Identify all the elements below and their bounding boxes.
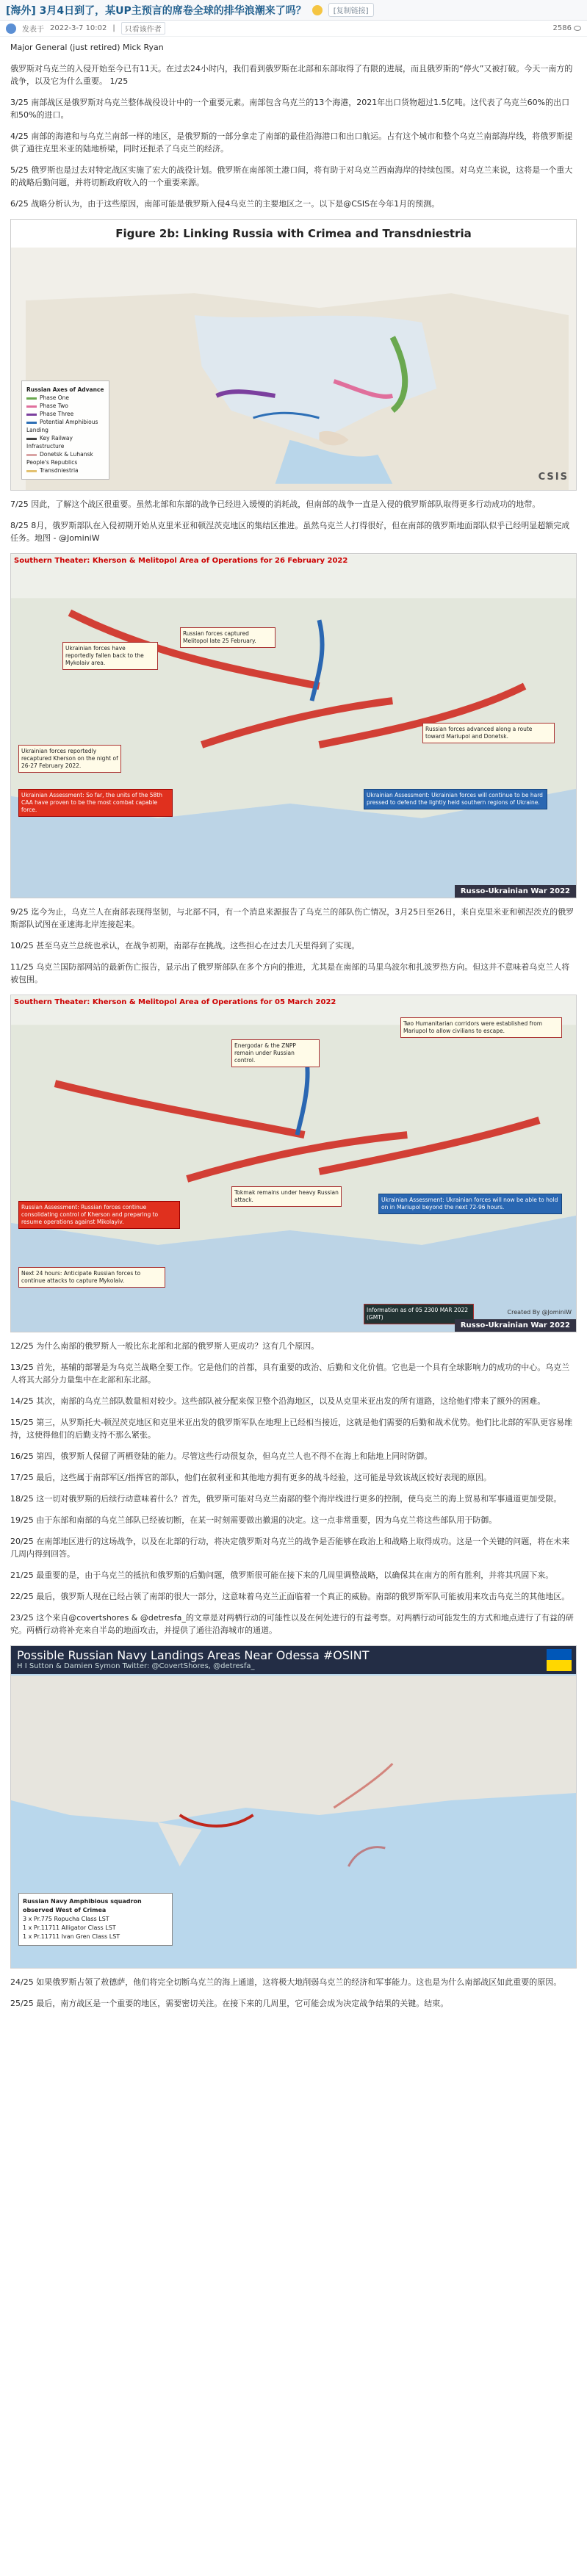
ship-item: 3 x Pr.775 Ropucha Class LST [23, 1916, 109, 1922]
csis-map-figure[interactable] [10, 219, 577, 491]
paragraph: 17/25 最后，这些属于南部军区/指挥官的部队，他们在叙利亚和其他地方拥有更多的战斗经验，这可能是导致该战区较好表现的原因。 [10, 1473, 491, 1482]
map1-note: Ukrainian Assessment: Ukrainian forces will continue to be hard pressed to defend the lightly held southern regions of Ukraine. [364, 789, 547, 809]
legend-title: Russian Axes of Advance [26, 386, 104, 393]
paragraph: 俄罗斯对乌克兰的入侵开始至今已有11天。在过去24小时内，我们看到俄罗斯在北部和东部取得了有限的进展，而且俄罗斯的“停火”又被打破。今天一南方的战争，以及它为什么重要。 1/25 [10, 64, 573, 86]
osint-authors: H I Sutton & Damien Symon [17, 1662, 120, 1670]
post-label: 发表于 [22, 26, 44, 34]
paragraph: 19/25 由于东部和南部的乌克兰部队已经被切断，在某一时刻需要做出撤退的决定。这一点非常重要，因为乌克兰将这些部队用于防御。 [10, 1515, 497, 1525]
eye-icon [574, 26, 581, 31]
map2-note: Russian Assessment: Russian forces continue consolidating control of Kherson and preparing to resume operations against Mikolayiv. [18, 1201, 180, 1229]
osint-ship-box [18, 1893, 173, 1946]
post-title: [海外] 3月4日到了，某UP主预言的席卷全球的排华浪潮来了吗？ [6, 4, 306, 17]
ship-item: 1 x Pr.11711 Alligator Class LST [23, 1924, 116, 1931]
legend-item: Donetsk & Luhansk People's Republics [26, 451, 93, 466]
paragraph: 7/25 因此，了解这个战区很重要。虽然北部和东部的战争已经进入缓慢的消耗战，但南部的战争一直是入侵的俄罗斯部队取得更多行动成功的地带。 [10, 499, 541, 509]
paragraph: 24/25 如果俄罗斯占领了敖德萨，他们将完全切断乌克兰的海上通道，这将极大地削弱乌克兰的经济和军事能力。这也是为什么南部战区如此重要的原因。 [10, 1977, 562, 1987]
osint-header [11, 1646, 576, 1674]
map1-note: Ukrainian forces have reportedly fallen back to the Mykolaiv area. [62, 642, 158, 670]
paragraph: 10/25 甚至乌克兰总统也承认，在战争初期，南部存在挑战。这些担心在过去几天里得到了实现。 [10, 941, 360, 950]
map2-title: Southern Theater: Kherson & Melitopol Area of Operations for 05 March 2022 [14, 998, 336, 1006]
view-count [553, 24, 581, 32]
paragraph: 14/25 其次，南部的乌克兰部队数量相对较少。这些部队被分配来保卫整个沿海地区，以及从克里米亚出发的所有道路，这给他们带来了额外的困难。 [10, 1396, 546, 1406]
paragraph: 18/25 这一切对俄罗斯的后续行动意味着什么？首先，俄罗斯可能对乌克兰南部的整个海岸线进行更多的控制，使乌克兰的海上贸易和军事通道更加受限。 [10, 1494, 562, 1504]
osint-figure[interactable] [10, 1645, 577, 1969]
separator: | [112, 24, 115, 32]
paragraph: 15/25 第三，从罗斯托夫-顿涅茨克地区和克里米亚出发的俄罗斯军队在地理上已经相当接近，这就是他们需要的后勤和战术优势。他们比北部的军队更容易维持，这使得他们的后勤支持不那么紧张。 [10, 1418, 573, 1440]
map1-title: Southern Theater: Kherson & Melitopol Area of Operations for 26 February 2022 [14, 557, 348, 565]
osint-twitter: Twitter: @CovertShores, @detresfa_ [122, 1662, 255, 1670]
paragraph: 6/25 战略分析认为，由于这些原因，南部可能是俄罗斯入侵4乌克兰的主要地区之一。以下是@CSIS在今年1月的预测。 [10, 199, 440, 209]
map1-label: Russo-Ukrainian War 2022 [455, 885, 576, 898]
paragraph: 8/25 8月，俄罗斯部队在入侵初期开始从克里米亚和顿涅茨克地区的集结区推进。虽然乌克兰人打得很好，但在南部的俄罗斯地面部队似乎已经明显超额完成任务。地图 - @JominiW [10, 521, 570, 543]
map2-note: Energodar & the ZNPP remain under Russian control. [231, 1039, 320, 1067]
emoji-icon [312, 5, 323, 15]
paragraph: 5/25 俄罗斯也是过去对特定战区实施了宏大的战役计划。俄罗斯在南部领土港口间，将有助于对乌克兰西南海岸的持续包围。对乌克兰来说，这将是一个重大的战略后勤问题，并将切断政府收入的一个重要来源。 [10, 165, 573, 187]
map1-note: Ukrainian Assessment: So far, the units of the 58th CAA have proven to be the most combat capable force. [18, 789, 173, 817]
paragraph: 3/25 南部战区是俄罗斯对乌克兰整体战役设计中的一个重要元素。南部包含乌克兰的13个海港，2021年出口货物超过1.5亿吨。这代表了乌克兰60%的出口和50%的进口。 [10, 98, 570, 120]
paragraph: 22/25 最后，俄罗斯人现在已经占领了南部的很大一部分，这意味着乌克兰正面临着一个真正的威胁。南部的俄罗斯军队可能被用来攻击乌克兰的其他地区。 [10, 1592, 570, 1601]
paragraph: 11/25 乌克兰国防部网站的最新伤亡报告，显示出了俄罗斯部队在多个方向的推进，尤其是在南部的马里乌波尔和扎波罗热方向。但这并不意味着乌克兰人将被包围。 [10, 962, 570, 984]
map1-note: Russian forces captured Melitopol late 25 February. [180, 627, 276, 648]
paragraph: 9/25 迄今为止，乌克兰人在南部表现得坚韧，与北部不同，有一个消息来源报告了乌克兰的部队伤亡情况，3月25日至26日，来自克里米亚和顿涅茨克的俄罗斯部队试图在亚速海北岸连接起来。 [10, 907, 575, 929]
map1-note: Russian forces advanced along a route toward Mariupol and Donetsk. [422, 723, 555, 743]
legend-item: Potential Amphibious Landing [26, 419, 98, 433]
post-header [0, 0, 587, 21]
csis-logo: CSIS [538, 472, 569, 483]
paragraph: 23/25 这个来自@covertshores & @detresfa_的文章是对两栖行动的可能性以及在何处进行的有益考察。对两栖行动可能发生的方式和地点进行了有益的研究。两栖行动将补充来自半岛的地面攻击，并提供了通往沿海城市的通道。 [10, 1613, 574, 1635]
ship-item: 1 x Pr.11711 Ivan Gren Class LST [23, 1933, 120, 1940]
legend-item: Transdniestria [26, 466, 104, 475]
author-only-link[interactable]: 只看该作者 [121, 22, 165, 35]
author-avatar[interactable] [6, 24, 16, 34]
map2-note: Two Humanitarian corridors were established from Mariupol to allow civilians to escape. [400, 1017, 562, 1038]
copy-link-button[interactable]: [复制链接] [328, 3, 374, 17]
ship-box-title: Russian Navy Amphibious squadron observed West of Crimea [23, 1898, 142, 1913]
map1-figure[interactable] [10, 553, 577, 898]
paragraph: 13/25 首先，基辅的部署是为乌克兰战略全要工作。它是他们的首都，具有重要的政治、后勤和文化价值。它也是一个具有全球影响力的成功的中心。乌克兰人将其大部分力量集中在北部和东北部。 [10, 1363, 570, 1385]
paragraph: 4/25 南部的海港和与乌克兰南部一样的地区，是俄罗斯的一部分拿走了南部的最佳沿海港口和出口航运。占有这个城市和整个乌克兰南部海岸线，将俄罗斯提供了通往克里米亚的陆地桥梁，同时还扼杀了乌克兰的经济。 [10, 131, 573, 154]
map2-note: Next 24 hours: Anticipate Russian forces to continue attacks to capture Mykolaiv. [18, 1267, 165, 1288]
paragraph: 16/25 第四，俄罗斯人保留了两栖登陆的能力。尽管这些行动很复杂，但乌克兰人也不得不在海上和陆地上同时防御。 [10, 1451, 433, 1461]
paragraph: 25/25 最后，南方战区是一个重要的地区，需要密切关注。在接下来的几周里，它可能会成为决定战争结果的关键。结束。 [10, 1999, 449, 2008]
csis-legend [21, 380, 109, 480]
map2-label: Russo-Ukrainian War 2022 [455, 1319, 576, 1332]
paragraph: 12/25 为什么南部的俄罗斯人一般比东北部和北部的俄罗斯人更成功？这有几个原因。 [10, 1341, 320, 1351]
legend-item: Phase One [26, 394, 104, 402]
paragraph: Major General (just retired) Mick Ryan [10, 43, 164, 52]
map2-credit: Created By @JominiW [507, 1309, 572, 1316]
post-meta [0, 21, 587, 37]
osint-title: Possible Russian Navy Landings Areas Near Odessa #OSINT [17, 1648, 370, 1662]
ukraine-flag-icon [547, 1649, 572, 1671]
paragraph: 21/25 最重要的是，由于乌克兰的抵抗和俄罗斯的后勤问题，俄罗斯很可能在接下来的几周里调整战略，以确保其在南方的所有胜利，并将其巩固下来。 [10, 1570, 554, 1580]
views-number: 2586 [552, 24, 572, 32]
paragraph: 20/25 在南部地区进行的这场战争，以及在北部的行动，将决定俄罗斯对乌克兰的战争是否能够在政治上和战略上取得成功。这是一个关键的问题，将在未来几周内得到回答。 [10, 1537, 570, 1559]
legend-item: Key Railway Infrastructure [26, 435, 73, 450]
map1-note: Ukrainian forces reportedly recaptured Kherson on the night of 26-27 February 2022. [18, 745, 121, 773]
map2-info: Information as of 05 2300 MAR 2022 (GMT) [364, 1304, 474, 1324]
legend-item: Phase Three [26, 410, 104, 418]
post-timestamp: 2022-3-7 10:02 [50, 24, 107, 32]
legend-item: Phase Two [26, 402, 104, 410]
map2-note: Ukrainian Assessment: Ukrainian forces will now be able to hold on in Mariupol beyond the next 72-96 hours. [378, 1194, 562, 1214]
csis-map-title: Figure 2b: Linking Russia with Crimea and Transdniestria [11, 220, 576, 248]
post-body [0, 37, 587, 2023]
map2-figure[interactable] [10, 995, 577, 1332]
map2-note: Tokmak remains under heavy Russian attack. [231, 1186, 342, 1207]
